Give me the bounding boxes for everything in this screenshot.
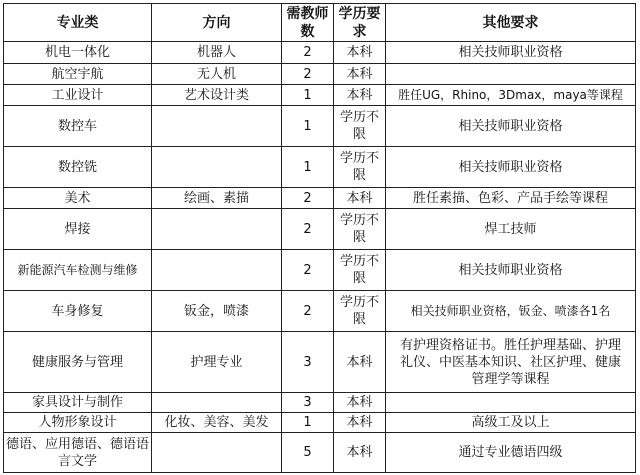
cell-other: 高级工及以上 [386,413,636,433]
table-row [4,85,636,106]
cell-major: 工业设计 [4,85,152,106]
table-row [4,188,636,209]
cell-direction: 无人机 [152,64,282,85]
table-row [4,433,636,473]
cell-direction [152,250,282,291]
cell-other: 相关技师职业资格 [386,147,636,188]
cell-teachers: 3 [282,332,334,393]
cell-other [386,393,636,413]
cell-teachers: 1 [282,147,334,188]
cell-teachers: 1 [282,85,334,106]
header-teachers: 需教师数 [282,4,334,42]
cell-major: 家具设计与制作 [4,393,152,413]
cell-teachers: 5 [282,433,334,473]
cell-education: 学历不限 [334,250,386,291]
cell-major: 美术 [4,188,152,209]
table-row [4,209,636,250]
cell-major: 机电一体化 [4,42,152,64]
cell-major: 德语、应用德语、德语语言文学 [4,433,152,473]
cell-direction [152,433,282,473]
cell-direction [152,209,282,250]
cell-direction: 钣金，喷漆 [152,291,282,332]
cell-other: 相关技师职业资格 [386,106,636,147]
cell-teachers: 2 [282,64,334,85]
cell-direction: 艺术设计类 [152,85,282,106]
cell-education: 本科 [334,188,386,209]
cell-education: 本科 [334,64,386,85]
table-row [4,393,636,413]
cell-other: 相关技师职业资格，钣金、喷漆各1名 [386,291,636,332]
cell-other [386,64,636,85]
header-education: 学历要求 [334,4,386,42]
table-row [4,413,636,433]
cell-other: 有护理资格证书。胜任护理基础、护理礼仪、中医基本知识、社区护理、健康管理学等课程 [386,332,636,393]
recruitment-table-container [3,3,636,473]
cell-education: 学历不限 [334,147,386,188]
cell-teachers: 1 [282,413,334,433]
table-row [4,291,636,332]
table-row [4,42,636,64]
cell-other: 胜任素描、色彩、产品手绘等课程 [386,188,636,209]
cell-major: 数控车 [4,106,152,147]
cell-teachers: 3 [282,393,334,413]
cell-other: 胜任UG，Rhino，3Dmax，maya等课程 [386,85,636,106]
cell-other: 焊工技师 [386,209,636,250]
cell-education: 学历不限 [334,106,386,147]
cell-direction [152,147,282,188]
cell-direction: 护理专业 [152,332,282,393]
table-row [4,147,636,188]
cell-direction [152,106,282,147]
cell-education: 学历不限 [334,209,386,250]
cell-education: 本科 [334,433,386,473]
cell-education: 本科 [334,42,386,64]
cell-education: 本科 [334,413,386,433]
cell-major: 健康服务与管理 [4,332,152,393]
cell-other: 通过专业德语四级 [386,433,636,473]
cell-education: 本科 [334,85,386,106]
cell-teachers: 2 [282,42,334,64]
header-direction: 方向 [152,4,282,42]
header-row [4,4,636,42]
cell-other: 相关技师职业资格 [386,42,636,64]
cell-direction: 机器人 [152,42,282,64]
cell-teachers: 1 [282,106,334,147]
table-row [4,106,636,147]
cell-teachers: 2 [282,209,334,250]
cell-teachers: 2 [282,291,334,332]
cell-education: 本科 [334,393,386,413]
cell-direction [152,393,282,413]
teacher-recruitment-table [3,3,636,473]
header-other: 其他要求 [386,4,636,42]
cell-other: 相关技师职业资格 [386,250,636,291]
table-row [4,332,636,393]
header-major: 专业类 [4,4,152,42]
cell-major: 航空宇航 [4,64,152,85]
cell-teachers: 2 [282,250,334,291]
cell-education: 学历不限 [334,291,386,332]
cell-major: 车身修复 [4,291,152,332]
cell-major: 焊接 [4,209,152,250]
cell-major: 数控铣 [4,147,152,188]
cell-teachers: 2 [282,188,334,209]
cell-major: 新能源汽车检测与维修 [4,250,152,291]
cell-major: 人物形象设计 [4,413,152,433]
table-row [4,250,636,291]
table-row [4,64,636,85]
cell-direction: 化妆、美容、美发 [152,413,282,433]
cell-education: 本科 [334,332,386,393]
cell-direction: 绘画、素描 [152,188,282,209]
